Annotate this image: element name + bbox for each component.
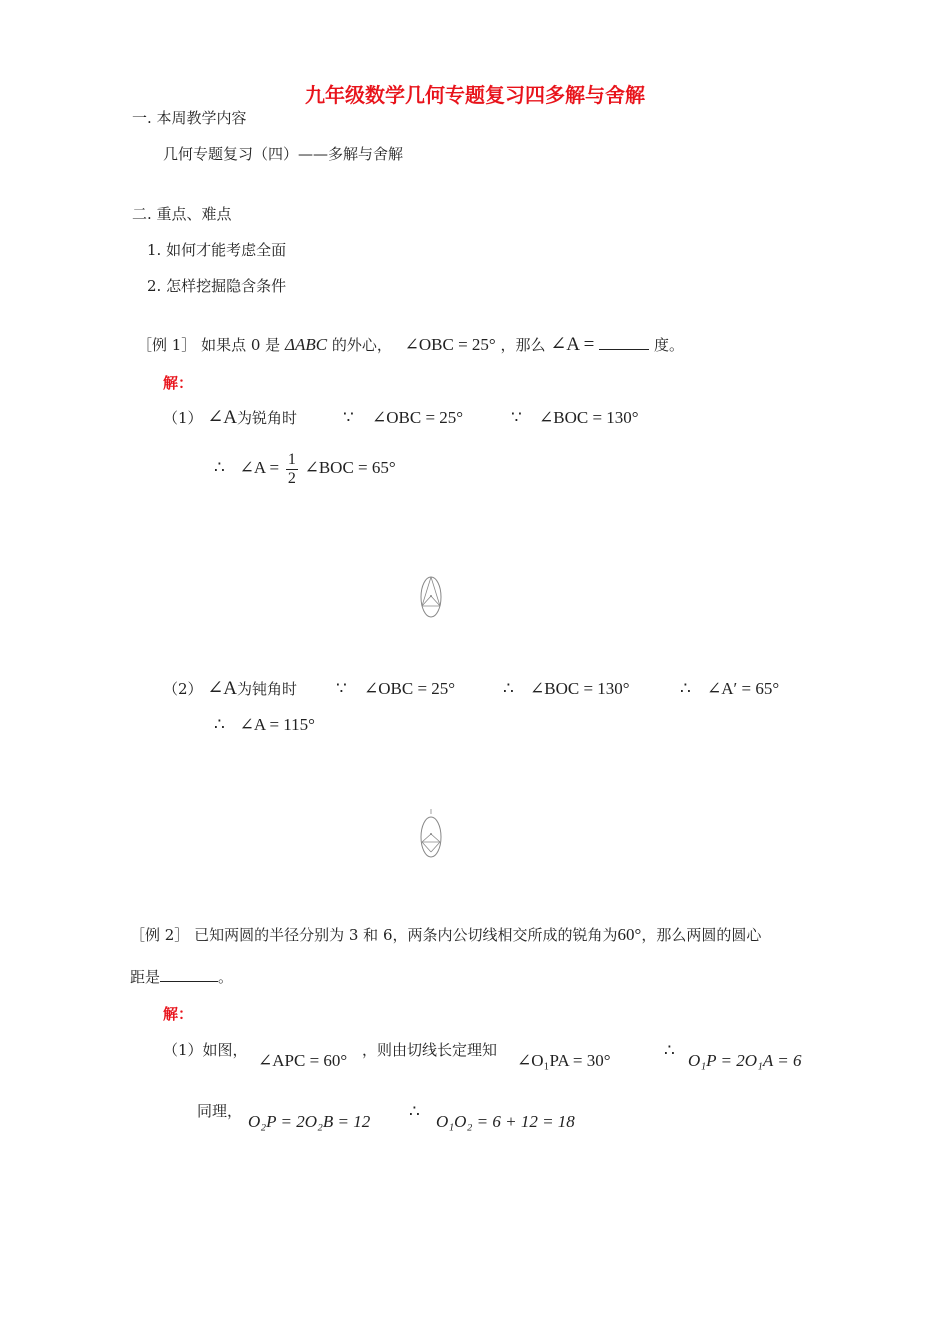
example1-given: ∠OBC = 25° [404,335,496,354]
figure-circle-acute [416,572,446,620]
example2-eq5: O₁O₂ = 6 + 12 = 18 [436,1112,575,1131]
case1-eq3-left: ∠A = [239,458,280,477]
case2-line2 [214,715,315,735]
case1-line2 [214,446,396,490]
example2-case1-number: （1）如图， [163,1041,248,1059]
example1-text-d: 度。 [653,336,684,354]
case2-therefore-2: ∴ [680,679,691,698]
fraction-denominator: 2 [287,469,296,487]
section1-content: 几何专题复习（四）——多解与舍解 [163,145,404,163]
page-title: 九年级数学几何专题复习四多解与舍解 [305,83,645,107]
example2-therefore-1: ∴ [664,1041,675,1060]
example2-eq2: ∠O₁PA = 30° [517,1051,611,1070]
case2-eq2: ∠BOC = 130° [530,679,630,698]
case1-fraction [286,451,298,488]
example2-text-c: 距是 [130,968,161,986]
section2-item-2: 2. 怎样挖掘隐含条件 [147,277,287,295]
example2-text-a: 已知两圆的半径分别为 3 和 6，两条内公切线相交所成的锐角为 [194,926,618,944]
example2-case1-text: ，则由切线长定理知 [362,1041,498,1059]
example2-text-d: 。 [218,968,234,986]
case1-angle: ∠A [207,407,237,428]
fraction-numerator: 1 [287,450,296,468]
case2-eq3: ∠A′ = 65° [707,679,780,698]
example2-answer-blank [160,967,218,982]
case2-angle: ∠A [207,678,237,699]
example2-same: 同理， [197,1102,243,1120]
example1-answer-blank [599,335,649,350]
example1-label: ［例 1］ [137,336,197,354]
case1-number: （1） [163,409,203,427]
example2-label: ［例 2］ [130,926,190,944]
example2-eq4: O₂P = 2O₂B = 12 [248,1112,371,1131]
example2-solution-label: 解： [163,1005,194,1023]
example1-ask: ∠A = [550,334,595,355]
example1-triangle: ΔABC [284,335,328,354]
example1-question [137,335,684,355]
case1-eq3-right: ∠BOC = 65° [304,458,396,477]
case2-eq1: ∠OBC = 25° [364,679,456,698]
case2-number: （2） [163,680,203,698]
case1-eq1: ∠OBC = 25° [372,408,464,427]
case2-therefore-3: ∴ [214,715,225,734]
example1-case2-line1 [163,679,297,699]
example2-therefore-2: ∴ [409,1102,420,1121]
case2-because: ∵ [336,679,347,698]
section1-heading: 一. 本周教学内容 [132,109,247,127]
example1-solution-label: 解： [163,374,194,392]
section2-item-1: 1. 如何才能考虑全面 [147,241,287,259]
case1-because-2: ∵ [511,408,522,427]
example2-eq1: ∠APC = 60° [258,1051,348,1070]
section2-heading: 二. 重点、难点 [132,205,232,223]
case2-therefore-1: ∴ [503,679,514,698]
example1-text-b: 的外心， [331,336,392,354]
case2-eq4: ∠A = 115° [239,715,315,734]
example2-angle: 60° [617,925,642,944]
figure-circle-obtuse [416,808,446,860]
example2-question-line2 [130,967,233,987]
example2-question-line1 [130,925,761,945]
case1-because-1: ∵ [343,408,354,427]
case1-eq2: ∠BOC = 130° [539,408,639,427]
case2-desc: 为钝角时 [236,680,297,698]
case1-desc: 为锐角时 [236,409,297,427]
example1-text-c: ，那么 [500,336,546,354]
example2-eq3: O₁P = 2O₁A = 6 [688,1051,802,1070]
example1-case1-line1 [163,408,297,428]
example2-text-b: ，那么两圆的圆心 [641,926,762,944]
example1-text-a: 如果点 0 是 [201,336,281,354]
case1-therefore: ∴ [214,458,225,477]
